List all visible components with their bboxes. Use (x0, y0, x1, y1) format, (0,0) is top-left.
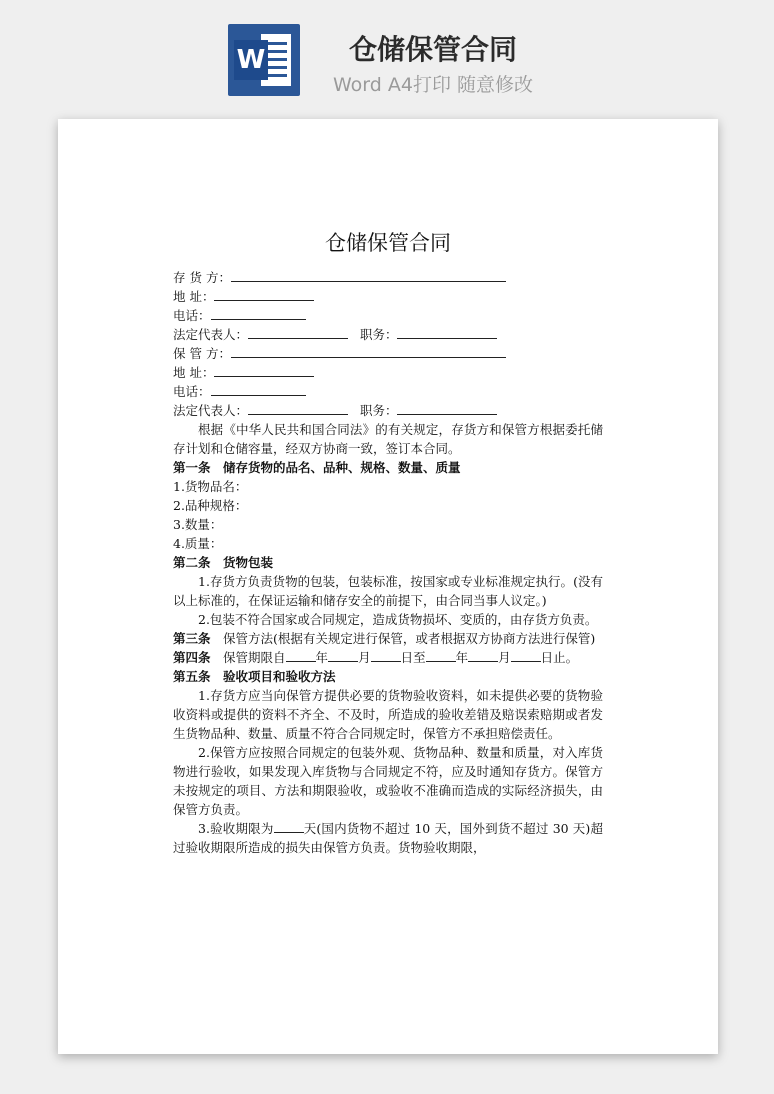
article-2-paragraph-1: 1.存货方负责货物的包装，包装标准，按国家或专业标准规定执行。(没有以上标准的，在保证运输和储存安全的前提下，由合同当事人议定。) (173, 574, 603, 608)
article-2-paragraph-2: 2.包装不符合国家或合同规定，造成货物损坏、变质的，由存货方负责。 (198, 612, 598, 627)
document-body (173, 268, 603, 857)
depositor-blank[interactable] (231, 268, 506, 282)
custodian-address-line: 地 址： (173, 363, 603, 382)
article-5-paragraph-1: 1.存货方应当向保管方提供必要的货物验收资料，如未提供必要的货物验收资料或提供的资料不齐全、不及时，所造成的验收差错及赔误索赔期或者发生货物品种、数量、质量不符合合同规定时，保管方不承担赔偿责任。 (173, 688, 603, 741)
article-1-item: 2.品种规格： (173, 498, 248, 513)
end-year-blank[interactable] (426, 648, 456, 662)
custodian-position-blank[interactable] (397, 401, 497, 415)
article-1-item: 1.货物品名： (173, 479, 248, 494)
end-day-blank[interactable] (511, 648, 541, 662)
start-year-blank[interactable] (286, 648, 316, 662)
article-1-title: 第一条 储存货物的品名、品种、规格、数量、质量 (173, 460, 461, 475)
depositor-address-line: 地 址： (173, 287, 603, 306)
depositor-position-blank[interactable] (397, 325, 497, 339)
custodian-rep-blank[interactable] (248, 401, 348, 415)
start-day-blank[interactable] (371, 648, 401, 662)
article-3-title: 第三条 (173, 631, 211, 646)
document-page (58, 119, 718, 1054)
article-5-paragraph-2: 2.保管方应按照合同规定的包装外观、货物品种、数量和质量，对入库货物进行验收，如果发现入库货物与合同规定不符，应及时通知存货方。保管方未按规定的项目、方法和期限验收，或验收不准确而造成的实际经济损失，由保管方负责。 (173, 745, 603, 817)
article-3 (173, 629, 603, 648)
depositor-rep-blank[interactable] (248, 325, 348, 339)
depositor-phone-blank[interactable] (211, 306, 306, 320)
article-4: 第四条 保管期限自 年 月 日至 年 月 日止。 (173, 650, 579, 665)
depositor-phone-line: 电话： (173, 306, 603, 325)
article-3-text: 保管方法(根据有关规定进行保管，或者根据双方协商方法进行保管) (223, 631, 596, 646)
inspection-days-blank[interactable] (274, 819, 304, 833)
custodian-line: 保 管 方： (173, 344, 603, 363)
banner-subtitle: Word A4打印 随意修改 (332, 74, 533, 96)
banner-title: 仓储保管合同 (348, 33, 517, 66)
custodian-phone-blank[interactable] (211, 382, 306, 396)
word-icon: W (228, 24, 300, 96)
article-4-title: 第四条 (173, 650, 211, 665)
intro-paragraph: 根据《中华人民共和国合同法》的有关规定，存货方和保管方根据委托储存计划和仓储容量，经双方协商一致，签订本合同。 (173, 422, 603, 456)
custodian-rep-line: 法定代表人： 职务： (173, 401, 603, 420)
start-month-blank[interactable] (328, 648, 358, 662)
article-5-paragraph-3: 3.验收期限为 天(国内货物不超过 10 天，国外到货不超过 30 天)超过验收期限所造成的损失由保管方负责。货物验收期限， (173, 821, 603, 855)
custodian-phone-line: 电话： (173, 382, 603, 401)
article-5-title: 第五条 验收项目和验收方法 (173, 669, 336, 684)
depositor-address-blank[interactable] (214, 287, 314, 301)
article-1-item: 3.数量： (173, 517, 223, 532)
custodian-address-blank[interactable] (214, 363, 314, 377)
end-month-blank[interactable] (468, 648, 498, 662)
article-1-item: 4.质量： (173, 536, 223, 551)
depositor-rep-line: 法定代表人： 职务： (173, 325, 603, 344)
depositor-line: 存 货 方： (173, 268, 603, 287)
document-title: 仓储保管合同 (325, 231, 451, 255)
banner (0, 0, 774, 118)
article-2-title: 第二条 货物包装 (173, 555, 274, 570)
custodian-blank[interactable] (231, 344, 506, 358)
